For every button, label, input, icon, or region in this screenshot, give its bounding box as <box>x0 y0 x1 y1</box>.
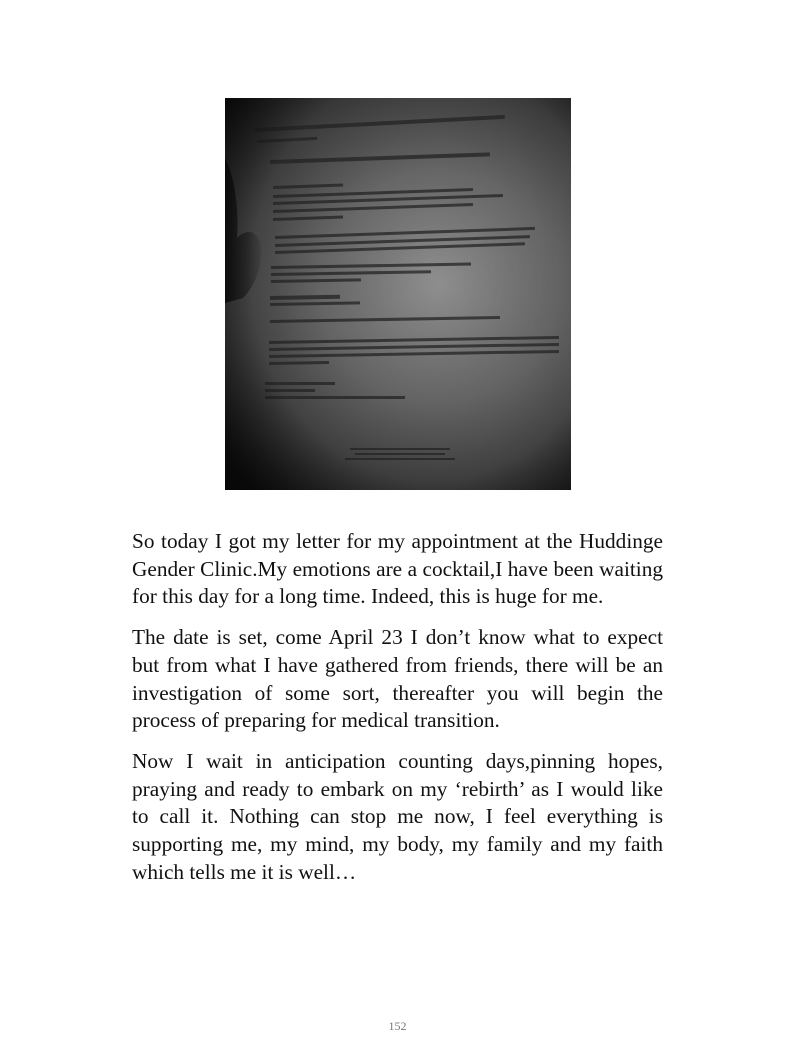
paragraph: So today I got my letter for my appointment at the Huddinge Gender Clinic.My emotions are a cocktail,I have been waiting for this day for a long time. Indeed, this is huge for me. <box>132 529 663 609</box>
letter-photo-image <box>225 98 571 490</box>
paragraph: Now I wait in anticipation counting days,pinning hopes, praying and ready to embark on my ‘rebirth’ as I would like to call it. Nothing can stop me now, I feel everything is supporting me, my mind, my body, my family and my faith which tells me it is well… <box>132 748 663 884</box>
paragraph: The date is set, come April 23 I don’t know what to expect but from what I have gathered from friends, there will be an investigation of some sort, thereafter you will begin the process of preparing for medical transition. <box>132 625 663 733</box>
letter-photo <box>225 98 571 490</box>
page-number: 152 <box>388 1019 407 1033</box>
body-text <box>132 528 663 899</box>
